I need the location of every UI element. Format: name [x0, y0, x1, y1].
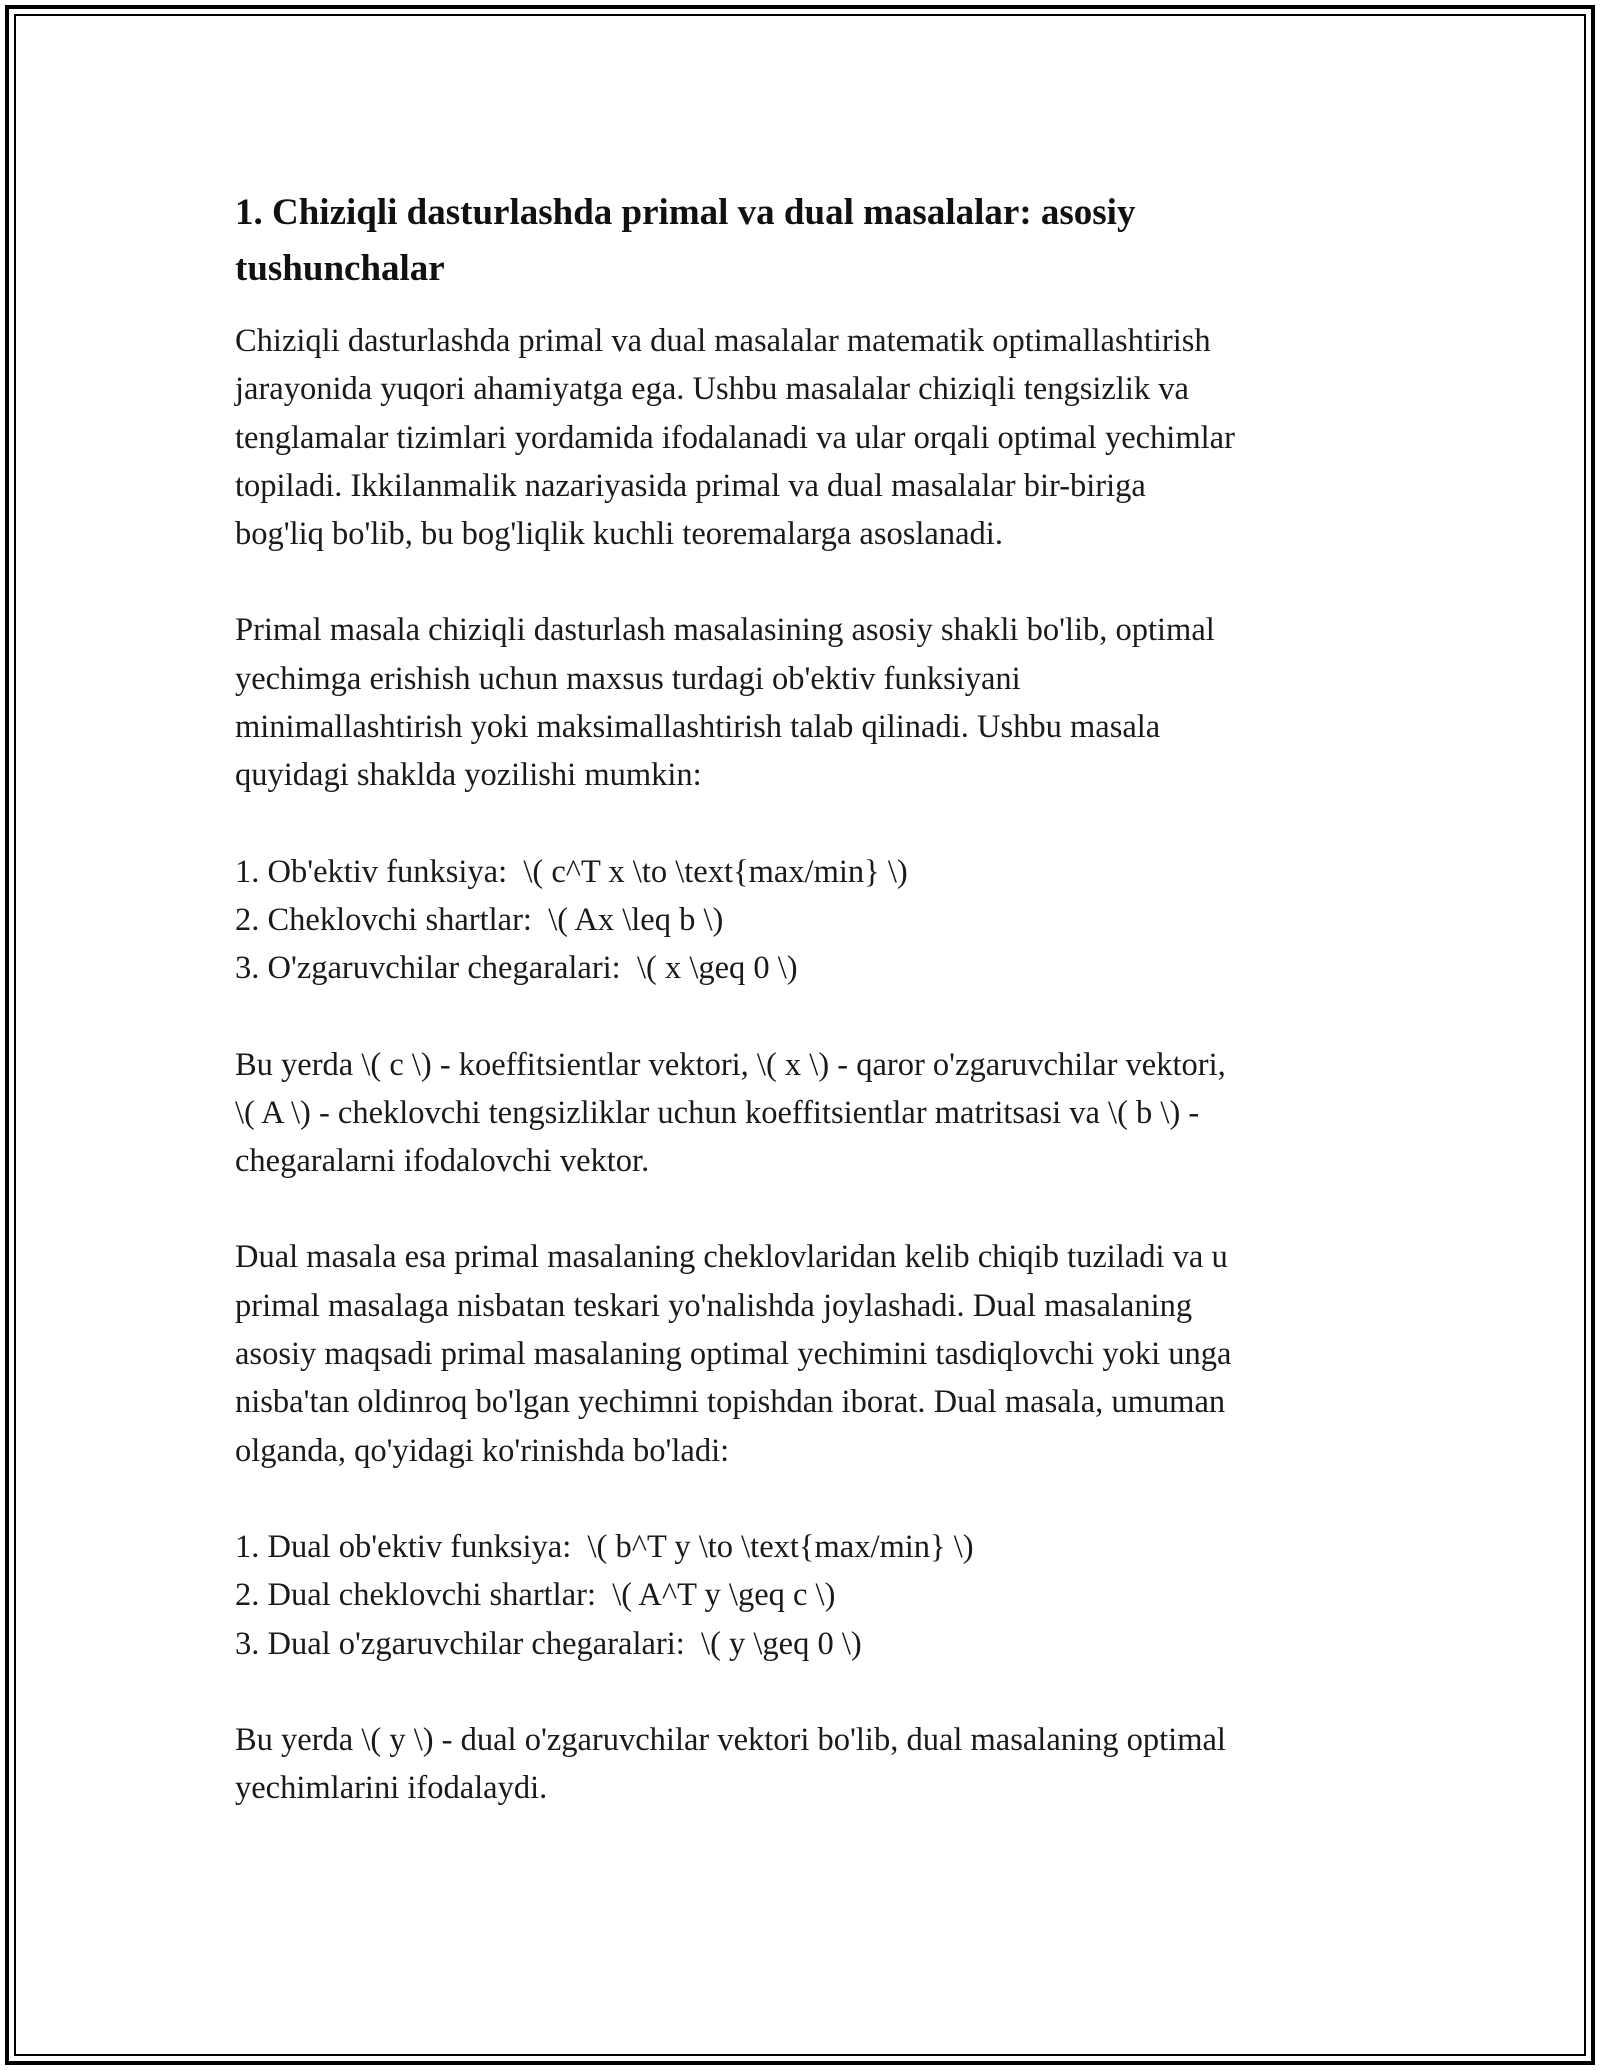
list-item: 1. Dual ob'ektiv funksiya: \( b^T y \to \text{max/min} \): [235, 1528, 974, 1565]
primal-paragraph: [235, 606, 1385, 799]
text-line: quyidagi shaklda yozilishi mumkin:: [235, 757, 702, 794]
intro-paragraph: [235, 317, 1385, 558]
section-heading: [235, 185, 1385, 297]
primal-problem-list: [235, 848, 1385, 993]
text-line: yechimga erishish uchun maxsus turdagi ob'ektiv funksiyani: [235, 660, 1021, 697]
text-line: chegaralarni ifodalovchi vektor.: [235, 1143, 650, 1180]
text-line: nisba'tan oldinroq bo'lgan yechimni topishdan iborat. Dual masala, umuman: [235, 1384, 1226, 1421]
dual-problem-list: [235, 1523, 1385, 1668]
list-item: 2. Dual cheklovchi shartlar: \( A^T y \geq c \): [235, 1577, 836, 1614]
text-line: Bu yerda \( y \) - dual o'zgaruvchilar vektori bo'lib, dual masalaning optimal: [235, 1721, 1226, 1758]
text-line: Primal masala chiziqli dasturlash masalasining asosiy shakli bo'lib, optimal: [235, 612, 1215, 649]
primal-notation-paragraph: [235, 1041, 1385, 1186]
text-line: bog'liq bo'lib, bu bog'liqlik kuchli teoremalarga asoslanadi.: [235, 516, 1003, 553]
heading-line: tushunchalar: [235, 248, 445, 289]
text-line: asosiy maqsadi primal masalaning optimal yechimini tasdiqlovchi yoki unga: [235, 1336, 1232, 1373]
text-line: \( A \) - cheklovchi tengsizliklar uchun koeffitsientlar matritsasi va \( b \) -: [235, 1094, 1200, 1131]
text-line: yechimlarini ifodalaydi.: [235, 1770, 548, 1807]
list-item: 2. Cheklovchi shartlar: \( Ax \leq b \): [235, 901, 724, 938]
dual-notation-paragraph: [235, 1716, 1385, 1813]
text-line: minimallashtirish yoki maksimallashtirish talab qilinadi. Ushbu masala: [235, 709, 1161, 746]
text-line: Bu yerda \( c \) - koeffitsientlar vektori, \( x \) - qaror o'zgaruvchilar vektori,: [235, 1046, 1226, 1083]
text-line: Chiziqli dasturlashda primal va dual masalalar matematik optimallashtirish: [235, 323, 1211, 359]
list-item: 3. O'zgaruvchilar chegaralari: \( x \geq 0 \): [235, 950, 798, 987]
text-line: olganda, qo'yidagi ko'rinishda bo'ladi:: [235, 1432, 730, 1469]
text-line: topiladi. Ikkilanmalik nazariyasida primal va dual masalalar bir-biriga: [235, 467, 1146, 504]
list-item: 3. Dual o'zgaruvchilar chegaralari: \( y \geq 0 \): [235, 1625, 862, 1662]
text-line: primal masalaga nisbatan teskari yo'nalishda joylashadi. Dual masalaning: [235, 1287, 1193, 1324]
document-body: [235, 185, 1385, 1860]
heading-line: 1. Chiziqli dasturlashda primal va dual masalalar: asosiy: [235, 192, 1136, 233]
list-item: 1. Ob'ektiv funksiya: \( c^T x \to \text{max/min} \): [235, 853, 908, 890]
text-line: jarayonida yuqori ahamiyatga ega. Ushbu masalalar chiziqli tengsizlik va: [235, 371, 1189, 408]
text-line: Dual masala esa primal masalaning cheklovlaridan kelib chiqib tuziladi va u: [235, 1239, 1228, 1276]
dual-paragraph: [235, 1233, 1385, 1474]
text-line: tenglamalar tizimlari yordamida ifodalanadi va ular orqali optimal yechimlar: [235, 419, 1235, 456]
